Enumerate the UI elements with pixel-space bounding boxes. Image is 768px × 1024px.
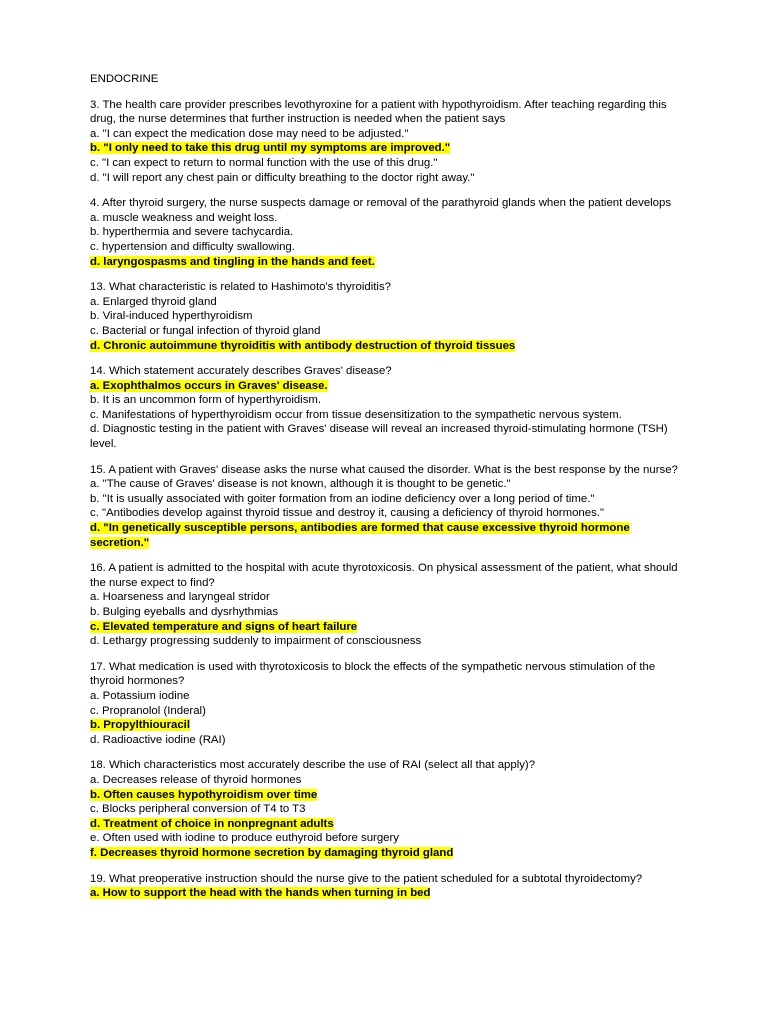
highlighted-answer-option xyxy=(90,620,690,635)
answer-option xyxy=(90,324,690,339)
question-list xyxy=(90,98,690,901)
question-block xyxy=(90,364,690,452)
answer-options xyxy=(90,211,690,269)
answer-option xyxy=(90,156,690,171)
answer-option-text: b. Often causes hypothyroidism over time xyxy=(90,788,318,801)
answer-option-text: f. Decreases thyroid hormone secretion by damaging thyroid gland xyxy=(90,846,454,859)
answer-option xyxy=(90,408,690,423)
answer-option xyxy=(90,492,690,507)
answer-option-text: b. Propylthiouracil xyxy=(90,719,190,732)
answer-option-text: a. Hoarseness and laryngeal stridor xyxy=(90,591,270,604)
highlighted-answer-option xyxy=(90,718,690,733)
answer-option-text: c. Elevated temperature and signs of heart failure xyxy=(90,620,358,633)
answer-option xyxy=(90,704,690,719)
answer-option xyxy=(90,506,690,521)
question-block xyxy=(90,463,690,551)
answer-option xyxy=(90,802,690,817)
answer-option-text: c. Manifestations of hyperthyroidism occur from tissue desensitization to the sympathetic nervous system. xyxy=(90,408,622,421)
answer-option xyxy=(90,211,690,226)
answer-option-text: a. Enlarged thyroid gland xyxy=(90,295,217,308)
answer-option-text: b. "It is usually associated with goiter formation from an iodine deficiency over a long period of time." xyxy=(90,492,595,505)
answer-option-text: b. It is an uncommon form of hyperthyroidism. xyxy=(90,394,322,407)
answer-option-text: a. Potassium iodine xyxy=(90,689,190,702)
question-stem: 14. Which statement accurately describes Graves' disease? xyxy=(90,365,392,378)
document-title: ENDOCRINE xyxy=(90,73,159,85)
answer-option-text: d. "In genetically susceptible persons, antibodies are formed that cause excessive thyroid hormone secretion." xyxy=(90,522,630,549)
highlighted-answer-option xyxy=(90,339,690,354)
answer-option-text: d. Lethargy progressing suddenly to impairment of consciousness xyxy=(90,635,422,648)
question-stem: 16. A patient is admitted to the hospital with acute thyrotoxicosis. On physical assessment of the patient, what should the nurse expect to find? xyxy=(90,562,678,589)
answer-option xyxy=(90,634,690,649)
answer-option xyxy=(90,422,690,451)
document-content xyxy=(90,72,690,912)
highlighted-answer-option xyxy=(90,817,690,832)
answer-option-text: d. "I will report any chest pain or difficulty breathing to the doctor right away." xyxy=(90,171,475,184)
answer-options xyxy=(90,477,690,550)
highlighted-answer-option xyxy=(90,886,690,901)
question-block xyxy=(90,98,690,186)
answer-option-text: e. Often used with iodine to produce euthyroid before surgery xyxy=(90,832,399,845)
question-stem: 17. What medication is used with thyrotoxicosis to block the effects of the sympathetic nervous stimulation of the thyroid hormones? xyxy=(90,660,656,688)
answer-option xyxy=(90,477,690,492)
highlighted-answer-option xyxy=(90,141,690,156)
answer-options xyxy=(90,295,690,353)
question-block xyxy=(90,280,690,353)
answer-option xyxy=(90,773,690,788)
question-stem: 18. Which characteristics most accurately describe the use of RAI (select all that apply)? xyxy=(90,759,536,772)
highlighted-answer-option xyxy=(90,255,690,270)
answer-options xyxy=(90,773,690,861)
answer-option xyxy=(90,127,690,142)
answer-option xyxy=(90,831,690,846)
question-block xyxy=(90,660,690,748)
answer-option xyxy=(90,590,690,605)
highlighted-answer-option xyxy=(90,379,690,394)
answer-option-text: d. Treatment of choice in nonpregnant adults xyxy=(90,817,334,830)
answer-option-text: b. Viral-induced hyperthyroidism xyxy=(90,310,253,323)
answer-option xyxy=(90,295,690,310)
answer-option xyxy=(90,240,690,255)
highlighted-answer-option xyxy=(90,788,690,803)
answer-option xyxy=(90,689,690,704)
answer-option-text: c. "Antibodies develop against thyroid tissue and destroy it, causing a deficiency of thyroid hormones." xyxy=(90,507,604,520)
question-block xyxy=(90,561,690,649)
answer-option-text: a. How to support the head with the hands when turning in bed xyxy=(90,887,431,900)
question-stem: 13. What characteristic is related to Hashimoto's thyroiditis? xyxy=(90,281,391,294)
answer-options xyxy=(90,127,690,185)
answer-option xyxy=(90,733,690,748)
answer-option xyxy=(90,171,690,186)
question-stem: 19. What preoperative instruction should the nurse give to the patient scheduled for a subtotal thyroidectomy? xyxy=(90,872,643,885)
answer-options xyxy=(90,590,690,648)
answer-options xyxy=(90,379,690,452)
answer-option-text: d. laryngospasms and tingling in the hands and feet. xyxy=(90,255,375,268)
highlighted-answer-option xyxy=(90,521,690,550)
answer-option xyxy=(90,309,690,324)
question-block xyxy=(90,758,690,860)
answer-options xyxy=(90,689,690,747)
answer-option-text: c. Blocks peripheral conversion of T4 to T3 xyxy=(90,803,306,816)
answer-option-text: d. Radioactive iodine (RAI) xyxy=(90,733,226,746)
answer-option-text: a. "I can expect the medication dose may need to be adjusted." xyxy=(90,127,409,140)
question-block xyxy=(90,872,690,901)
answer-option-text: b. "I only need to take this drug until my symptoms are improved." xyxy=(90,142,451,155)
answer-option-text: b. hyperthermia and severe tachycardia. xyxy=(90,226,294,239)
answer-option-text: a. "The cause of Graves' disease is not known, although it is thought to be genetic." xyxy=(90,478,511,491)
answer-option xyxy=(90,605,690,620)
answer-option-text: d. Chronic autoimmune thyroiditis with antibody destruction of thyroid tissues xyxy=(90,339,516,352)
answer-option-text: a. muscle weakness and weight loss. xyxy=(90,211,278,224)
answer-option-text: b. Bulging eyeballs and dysrhythmias xyxy=(90,606,279,618)
highlighted-answer-option xyxy=(90,846,690,861)
answer-options xyxy=(90,886,690,901)
answer-option xyxy=(90,225,690,240)
answer-option xyxy=(90,393,690,408)
question-stem: 4. After thyroid surgery, the nurse suspects damage or removal of the parathyroid glands when the patient develops xyxy=(90,197,672,210)
question-block xyxy=(90,196,690,269)
answer-option-text: c. Bacterial or fungal infection of thyroid gland xyxy=(90,324,321,337)
answer-option-text: a. Exophthalmos occurs in Graves' disease. xyxy=(90,379,328,392)
answer-option-text: c. hypertension and difficulty swallowing. xyxy=(90,240,295,253)
answer-option-text: a. Decreases release of thyroid hormones xyxy=(90,773,302,786)
answer-option-text: c. "I can expect to return to normal function with the use of this drug." xyxy=(90,156,438,169)
answer-option-text: d. Diagnostic testing in the patient with Graves' disease will reveal an increased thyroid-stimulating hormone (TSH) level. xyxy=(90,423,668,451)
question-stem: 15. A patient with Graves' disease asks the nurse what caused the disorder. What is the best response by the nurse? xyxy=(90,463,678,476)
answer-option-text: c. Propranolol (Inderal) xyxy=(90,704,206,717)
question-stem: 3. The health care provider prescribes levothyroxine for a patient with hypothyroidism. After teaching regarding this drug, the nurse determines that further instruction is needed when the patient says xyxy=(90,98,667,126)
